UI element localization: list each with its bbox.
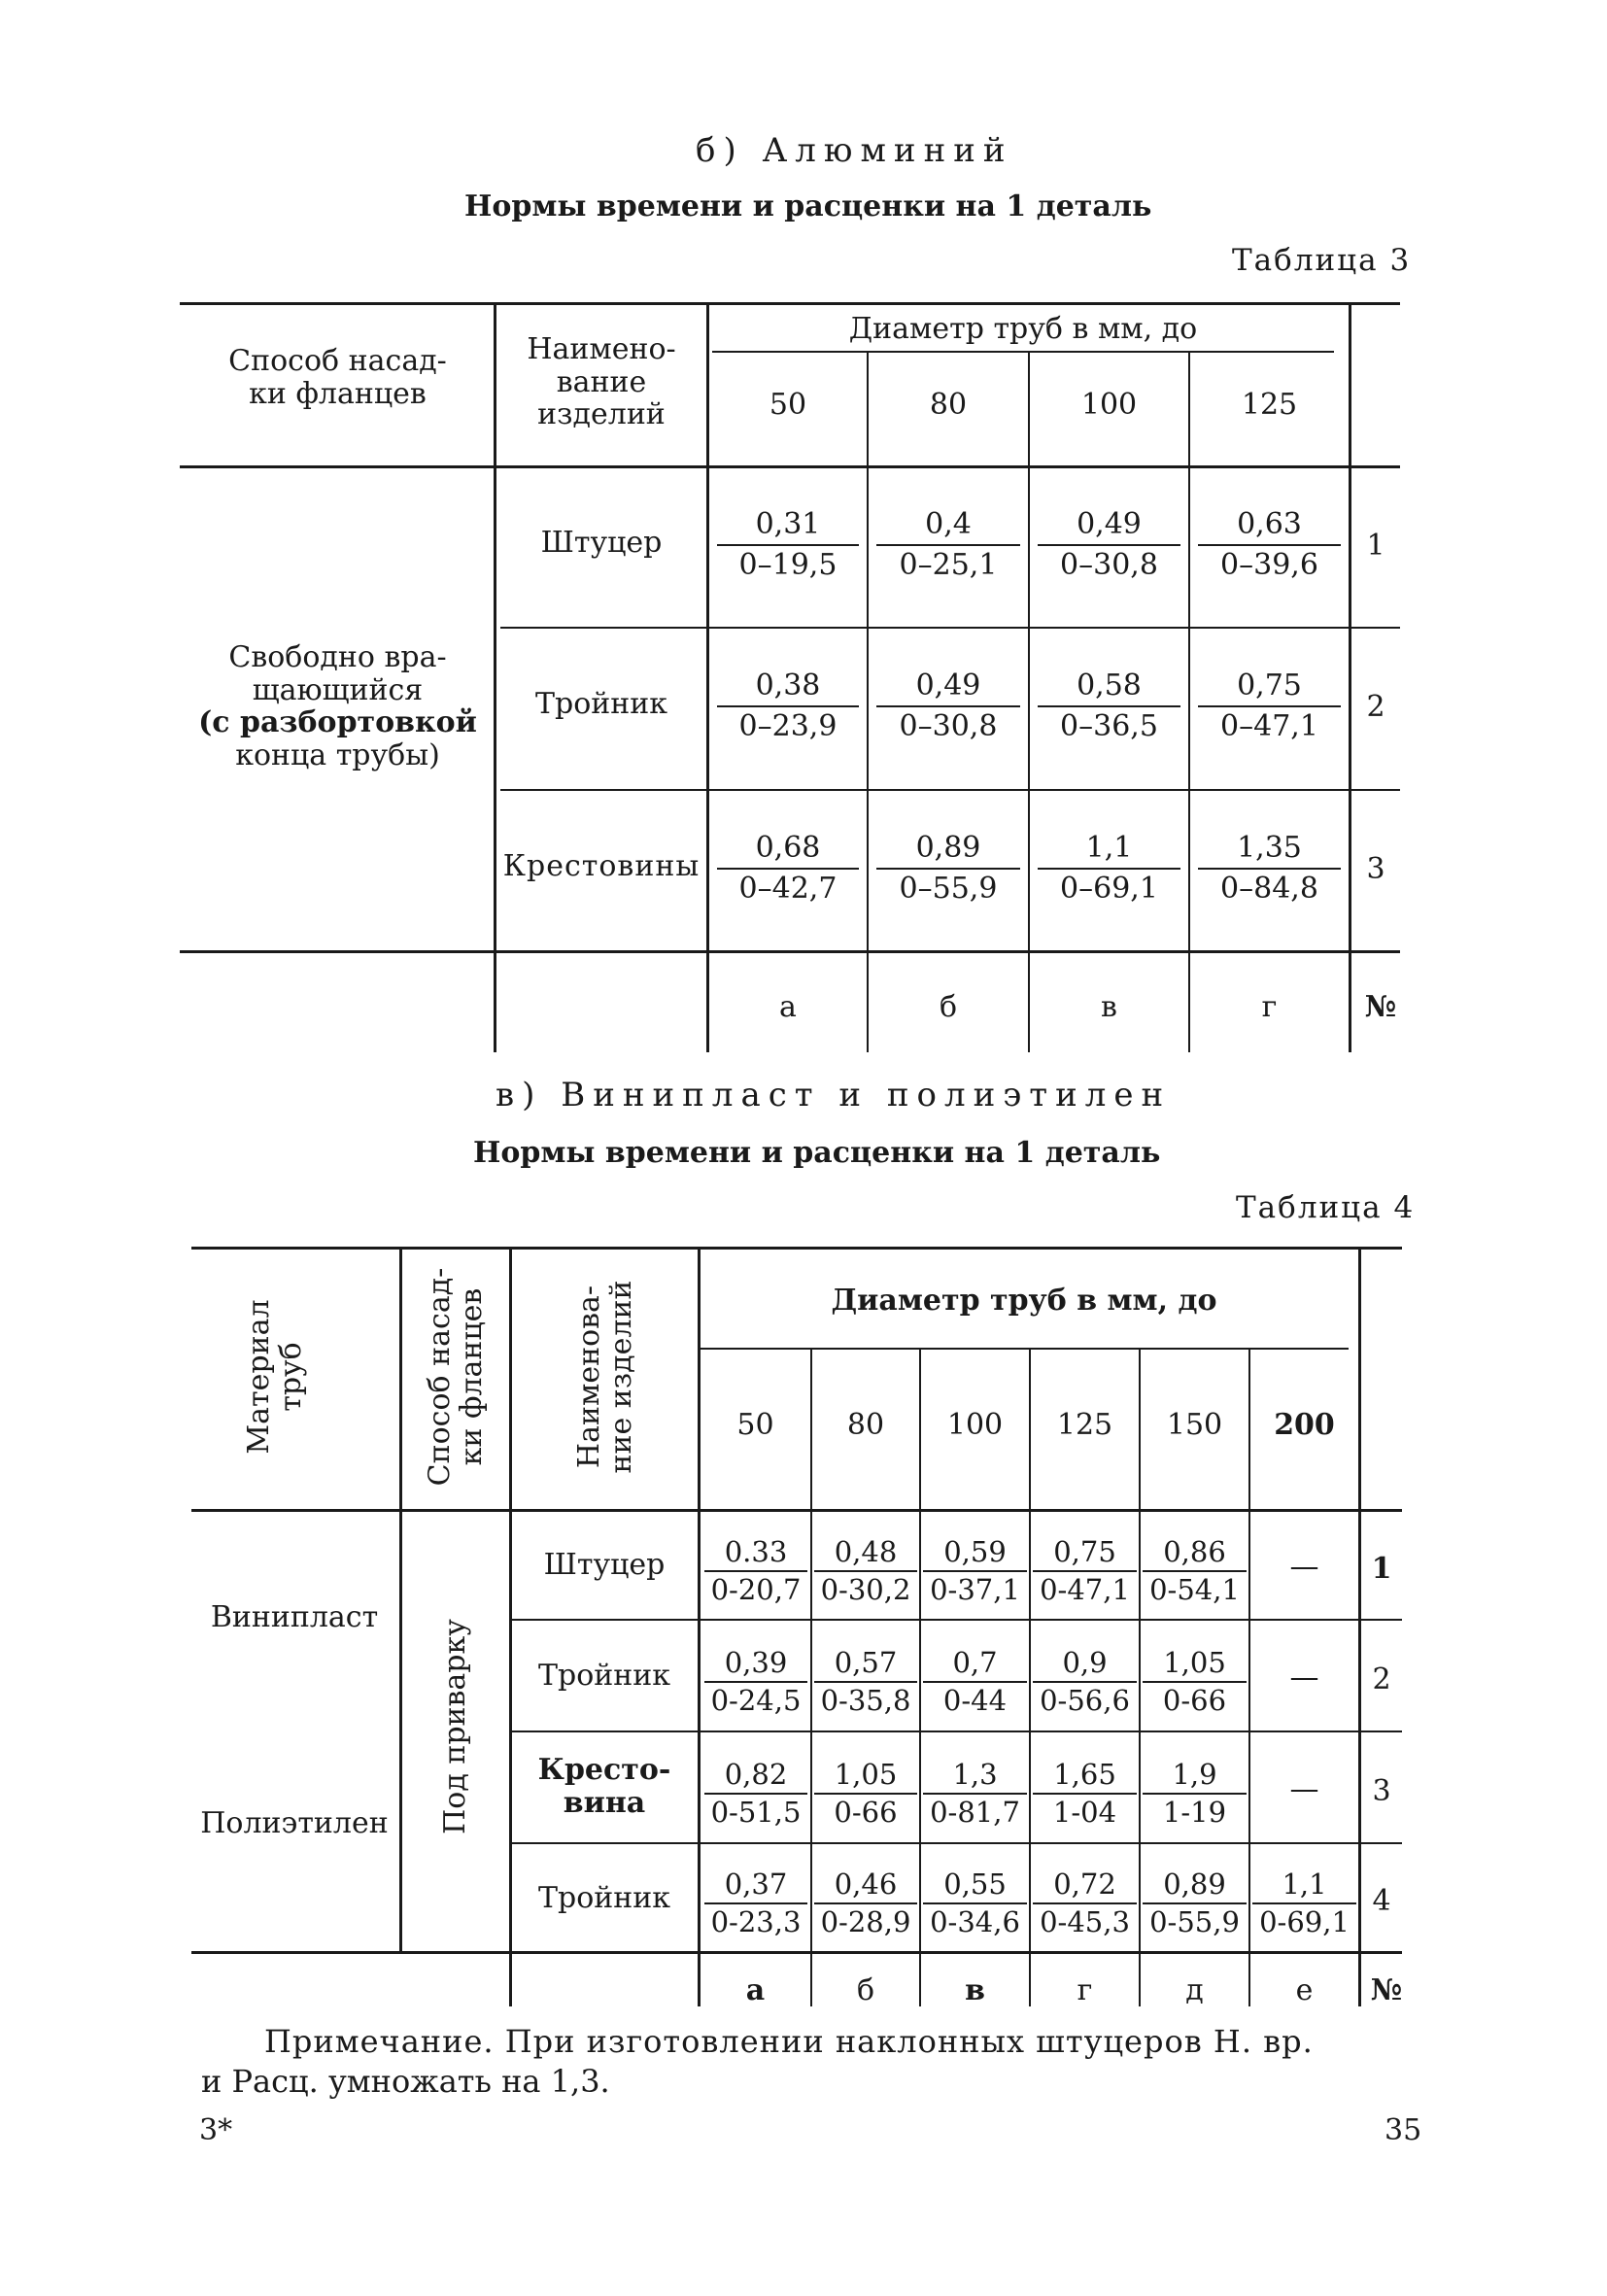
table-4-letter-v: в	[965, 1973, 985, 2007]
table-3-diam-50: 50	[769, 388, 807, 422]
table-3-method-value-l4: конца трубы)	[235, 737, 440, 772]
table-3-r2-c3-norm: 0,58	[1077, 668, 1142, 703]
table-4-r3-c4	[1031, 1756, 1139, 1830]
table-3-method-value-l1: Свободно вра-	[228, 640, 447, 674]
table-4-r4-c1-rate: 0-23,3	[710, 1905, 802, 1938]
table-3-r3-c1-rate: 0–42,7	[738, 872, 838, 906]
table-4-r4-c1	[702, 1866, 809, 1939]
table-4-letter-b: б	[856, 1973, 875, 2007]
table-4-r2-c2-norm: 0,57	[834, 1646, 898, 1679]
table-3-r1-c3-norm: 0,49	[1077, 507, 1142, 541]
table-3-letter-g: г	[1261, 990, 1278, 1024]
section-v-title: в) Винипласт и полиэтилен	[496, 1076, 1172, 1114]
table-4-diam-100: 100	[946, 1408, 1004, 1442]
table-3-r2-c4	[1194, 667, 1345, 746]
table-4-r1-c2	[812, 1533, 919, 1607]
table-3-letter-v: в	[1101, 990, 1117, 1024]
table-4-diam-150: 150	[1166, 1408, 1223, 1442]
table-4-r2-c6: —	[1289, 1661, 1319, 1695]
table-3-method-value	[185, 641, 491, 771]
table-3-r1-c3	[1034, 505, 1184, 585]
table-3-vline-5	[1188, 353, 1190, 1052]
table-3-diameter-rule	[712, 351, 1334, 353]
table-3-label: Таблица 3	[1232, 243, 1412, 278]
table-4-method-value: Под приварку	[438, 1619, 472, 1834]
table-4-r2-c2-rate: 0-35,8	[820, 1684, 911, 1717]
table-4-header-rule	[191, 1509, 1402, 1512]
table-4-r2-c1-rate: 0-24,5	[710, 1684, 802, 1717]
table-4-vline-3	[698, 1249, 701, 2006]
table-3-r1-c2	[872, 505, 1024, 585]
table-3-row-3-name: Крестовины	[502, 849, 701, 883]
table-3-header-method	[185, 345, 491, 410]
table-4-label: Таблица 4	[1236, 1190, 1416, 1225]
table-4-header-product-l2: ние изделий	[604, 1280, 638, 1474]
table-3-method-value-l2: щающийся	[252, 672, 424, 707]
table-3-r1-c4	[1194, 505, 1345, 585]
table-4-r4-c6-norm: 1,1	[1282, 1868, 1327, 1901]
table-4-r1-c5	[1141, 1533, 1248, 1607]
table-3-r2-c2	[872, 667, 1024, 746]
table-3-row-2-name: Тройник	[534, 687, 667, 721]
table-4-diameter-rule	[700, 1348, 1349, 1350]
table-4-r1-c4-norm: 0,75	[1053, 1535, 1116, 1568]
table-3-header-diameter: Диаметр труб в мм, до	[848, 312, 1198, 346]
table-4-material-1: Винипласт	[210, 1600, 379, 1634]
table-3-r3-c1-norm: 0,68	[755, 831, 821, 865]
table-3-diam-100: 100	[1080, 388, 1138, 422]
table-4-vline-2	[509, 1249, 512, 2006]
table-4-r3-c1	[702, 1756, 809, 1830]
table-4-r3-c3-norm: 1,3	[952, 1758, 998, 1791]
page-number: 35	[1385, 2113, 1422, 2147]
table-3-r2-c1-rate: 0–23,9	[738, 709, 838, 743]
table-4-diam-80: 80	[846, 1408, 885, 1442]
table-3-letter-b: б	[939, 990, 958, 1024]
table-4-diam-125: 125	[1056, 1408, 1113, 1442]
table-3-r3-c4	[1194, 829, 1345, 908]
table-4-r1-c3-norm: 0,59	[943, 1535, 1007, 1568]
table-4-no-label: №	[1370, 1973, 1403, 2007]
table-3-r2-c2-rate: 0–30,8	[899, 709, 998, 743]
table-3-r1-c2-norm: 0,4	[925, 507, 972, 541]
table-3-method-value-l3: (с разбортовкой	[198, 705, 477, 740]
note-line-2: и Расц. умножать на 1,3.	[201, 2063, 610, 2100]
table-3-r1-c1-rate: 0–19,5	[738, 548, 838, 582]
table-4-header-method-l2: ки фланцев	[455, 1287, 489, 1466]
table-4-row-2-name: Тройник	[537, 1659, 670, 1693]
table-3-r1-c3-rate: 0–30,8	[1060, 548, 1158, 582]
table-4-r4-c6-rate: 0-69,1	[1259, 1905, 1350, 1938]
table-4-r3-c2	[812, 1756, 919, 1830]
table-4-header-material-l1: Материал	[242, 1299, 276, 1455]
table-3-r3-c3-norm: 1,1	[1085, 831, 1133, 865]
table-3-r1-c4-rate: 0–39,6	[1220, 548, 1318, 582]
table-4-row-rule-3	[510, 1842, 1402, 1844]
table-3-row-rule-2	[500, 789, 1400, 791]
table-4-r4-c4	[1031, 1866, 1139, 1939]
table-3-row-1-name: Штуцер	[540, 526, 663, 560]
table-4-r1-c2-rate: 0-30,2	[820, 1573, 911, 1606]
table-4-r4-c1-norm: 0,37	[724, 1868, 788, 1901]
table-4-header-method-l1: Способ насад-	[423, 1267, 457, 1487]
table-3-header-product-l1: Наимено-	[527, 332, 676, 366]
table-4-r3-c5-rate: 1-19	[1162, 1796, 1227, 1829]
table-4-r1-c4-rate: 0-47,1	[1040, 1573, 1130, 1606]
table-4-row-4-name: Тройник	[537, 1881, 670, 1915]
table-4-r4-c2	[812, 1866, 919, 1939]
table-4-r4-c5-rate: 0-55,9	[1149, 1905, 1240, 1938]
table-4-r4-c4-rate: 0-45,3	[1040, 1905, 1130, 1938]
table-3-vline-4	[1028, 353, 1030, 1052]
table-4-r2-c3-norm: 0,7	[952, 1646, 998, 1679]
table-3-diam-80: 80	[929, 388, 968, 422]
table-4-letter-a: а	[745, 1973, 766, 2007]
table-4-r3-c6: —	[1289, 1772, 1319, 1806]
table-4-r2-c4-norm: 0,9	[1062, 1646, 1108, 1679]
table-3-r3-c2-norm: 0,89	[915, 831, 981, 865]
table-3-diam-125: 125	[1241, 388, 1298, 422]
table-4-header-product	[572, 1251, 638, 1503]
table-3-header-method-l2: ки фланцев	[249, 376, 427, 411]
table-4-row-1-name: Штуцер	[543, 1548, 666, 1582]
table-3-letter-a: а	[779, 990, 797, 1024]
table-4-r1-c2-norm: 0,48	[834, 1535, 898, 1568]
table-3-r2-c1-norm: 0,38	[755, 668, 821, 703]
table-4-top-rule	[191, 1247, 1402, 1250]
table-4-row-2-no: 2	[1372, 1662, 1391, 1696]
table-4-r4-c3-norm: 0,55	[943, 1868, 1007, 1901]
table-3-header-product	[497, 333, 705, 431]
table-4-r3-c3-rate: 0-81,7	[930, 1796, 1020, 1829]
table-4-r1-c4	[1031, 1533, 1139, 1607]
table-4-r3-c4-rate: 1-04	[1052, 1796, 1117, 1829]
table-4-header-diameter: Диаметр труб в мм, до	[831, 1284, 1217, 1318]
table-3-r2-c1	[713, 667, 863, 746]
table-3-vline-3	[867, 353, 869, 1052]
table-4-letter-e: е	[1295, 1973, 1314, 2007]
table-3-r1-c1-norm: 0,31	[755, 507, 821, 541]
table-4-r3-c2-norm: 1,05	[834, 1758, 898, 1791]
table-4-r2-c4-rate: 0-56,6	[1040, 1684, 1130, 1717]
table-4-row-3-name-l1: Кресто-	[537, 1753, 671, 1787]
table-4-r2-c1-norm: 0,39	[724, 1646, 788, 1679]
table-4-r3-c3	[921, 1756, 1029, 1830]
section-b-subtitle: Нормы времени и расценки на 1 деталь	[464, 189, 1152, 223]
table-4-r4-c3	[921, 1866, 1029, 1939]
table-4-r1-c6: —	[1289, 1550, 1319, 1584]
table-3-r2-c3	[1034, 667, 1184, 746]
table-4-r1-c1-norm: 0.33	[724, 1535, 788, 1568]
table-4-letter-g: г	[1077, 1973, 1093, 2007]
table-4-row-3-no: 3	[1372, 1774, 1391, 1808]
note-line-1: Примечание. При изготовлении наклонных штуцеров Н. вр.	[264, 2023, 1314, 2060]
table-4-r3-c4-norm: 1,65	[1053, 1758, 1116, 1791]
table-4-vline-1	[399, 1249, 402, 1953]
table-3-r3-c4-rate: 0–84,8	[1220, 872, 1318, 906]
table-4-header-material	[242, 1251, 308, 1503]
table-4-letter-d: д	[1185, 1973, 1204, 2007]
table-3-r2-c4-rate: 0–47,1	[1220, 709, 1318, 743]
table-4-r3-c2-rate: 0-66	[834, 1796, 898, 1829]
table-4-r1-c3	[921, 1533, 1029, 1607]
table-3-header-method-l1: Способ насад-	[228, 344, 447, 378]
table-4-material-2: Полиэтилен	[200, 1806, 389, 1840]
table-3-r1-c1	[713, 505, 863, 585]
table-4-r4-c5	[1141, 1866, 1248, 1939]
table-4-r2-c5-rate: 0-66	[1162, 1684, 1227, 1717]
table-3-r3-c3-rate: 0–69,1	[1060, 872, 1158, 906]
table-3-r2-c2-norm: 0,49	[915, 668, 981, 703]
table-3-row-3-no: 3	[1366, 852, 1385, 886]
table-4-row-4-no: 4	[1372, 1884, 1391, 1918]
table-3-row-2-no: 2	[1366, 690, 1385, 724]
table-4-r4-c4-norm: 0,72	[1053, 1868, 1116, 1901]
table-4-row-3-name-l2: вина	[563, 1785, 646, 1820]
table-4-row-3-name	[513, 1754, 696, 1819]
table-4-r2-c5	[1141, 1644, 1248, 1718]
table-3-header-product-l2: вание	[556, 364, 647, 399]
table-4-r3-c5-norm: 1,9	[1172, 1758, 1217, 1791]
table-3-r2-c4-norm: 0,75	[1237, 668, 1302, 703]
table-3-vline-6	[1349, 304, 1351, 1052]
table-3-r1-c2-rate: 0–25,1	[899, 548, 998, 582]
table-3-r3-c2	[872, 829, 1024, 908]
table-4-r4-c2-rate: 0-28,9	[820, 1905, 911, 1938]
table-3-top-rule	[180, 302, 1400, 305]
table-4-row-1-no: 1	[1371, 1552, 1392, 1586]
table-3-r3-c1	[713, 829, 863, 908]
table-4-r4-c3-rate: 0-34,6	[930, 1905, 1020, 1938]
table-4-diam-50: 50	[736, 1408, 774, 1442]
table-3-r1-c4-norm: 0,63	[1237, 507, 1302, 541]
table-4-r1-c1-rate: 0-20,7	[710, 1573, 802, 1606]
signature-mark: 3*	[199, 2113, 233, 2147]
table-3-vline-1	[494, 304, 496, 1052]
table-4-r2-c4	[1031, 1644, 1139, 1718]
table-3-no-label: №	[1364, 990, 1397, 1024]
table-4-r4-c2-norm: 0,46	[834, 1868, 898, 1901]
section-b-title: б) Алюминий	[696, 131, 1013, 170]
table-3-r3-c2-rate: 0–55,9	[899, 872, 998, 906]
table-4-header-method	[423, 1251, 489, 1503]
table-3-row-rule-1	[500, 627, 1400, 629]
table-4-r2-c2	[812, 1644, 919, 1718]
table-4-r4-c6	[1250, 1866, 1358, 1939]
table-4-header-product-l1: Наименова-	[572, 1285, 606, 1469]
table-3-header-rule	[180, 465, 1400, 468]
table-3-r3-c4-norm: 1,35	[1237, 831, 1302, 865]
section-v-subtitle: Нормы времени и расценки на 1 деталь	[473, 1136, 1161, 1170]
table-4-row-rule-1	[510, 1619, 1402, 1621]
table-4-r3-c1-norm: 0,82	[724, 1758, 788, 1791]
table-4-bottom-rule	[191, 1951, 1402, 1954]
table-3-r2-c3-rate: 0–36,5	[1060, 709, 1158, 743]
table-4-diam-200: 200	[1274, 1408, 1335, 1442]
table-4-row-rule-2	[510, 1731, 1402, 1732]
table-4-r1-c3-rate: 0-37,1	[930, 1573, 1020, 1606]
table-4-header-material-l2: труб	[274, 1342, 308, 1412]
table-4-r1-c5-norm: 0,86	[1163, 1535, 1226, 1568]
table-4-r2-c5-norm: 1,05	[1163, 1646, 1226, 1679]
table-4-r1-c5-rate: 0-54,1	[1149, 1573, 1240, 1606]
table-4-r2-c3-rate: 0-44	[942, 1684, 1008, 1717]
table-4-r3-c5	[1141, 1756, 1248, 1830]
table-3-header-product-l3: изделий	[537, 397, 666, 432]
table-3-bottom-rule	[180, 950, 1400, 953]
table-4-r2-c3	[921, 1644, 1029, 1718]
table-4-r1-c1	[702, 1533, 809, 1607]
table-4-r2-c1	[702, 1644, 809, 1718]
table-4-r3-c1-rate: 0-51,5	[710, 1796, 802, 1829]
table-3-r3-c3	[1034, 829, 1184, 908]
table-3-row-1-no: 1	[1366, 529, 1385, 563]
table-4-r4-c5-norm: 0,89	[1163, 1868, 1226, 1901]
